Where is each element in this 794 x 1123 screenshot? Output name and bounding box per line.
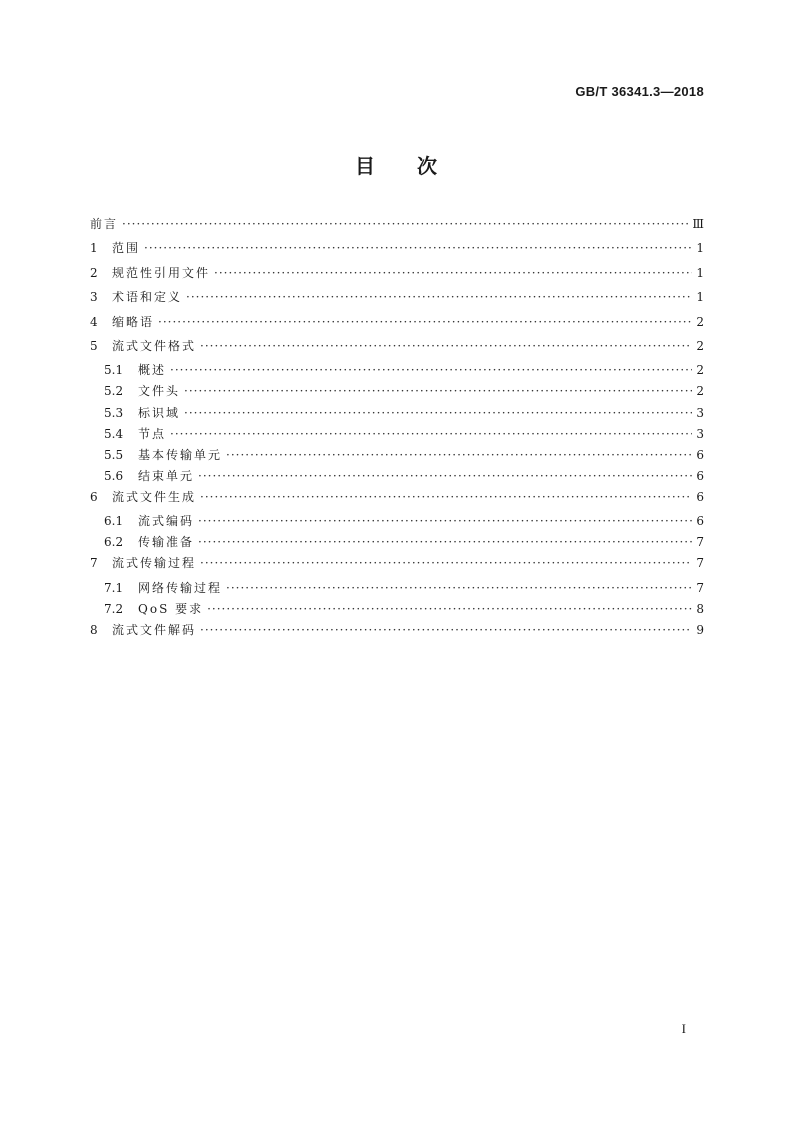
toc-title-left: 目 [355,154,377,178]
toc-entry-page: 2 [696,338,704,353]
toc-leader-dots [200,336,692,356]
toc-entry-number: 5.5 [104,447,124,462]
toc-entry-2[interactable] [90,263,704,287]
toc-entry-label: 标识域 [138,405,181,420]
toc-entry-page: 1 [696,241,704,256]
toc-entry-number: 7.1 [104,580,124,595]
toc-entry-7[interactable] [90,553,704,577]
toc-entry-6-1[interactable] [90,511,704,532]
toc-leader-dots [184,403,692,423]
toc-leader-dots [200,553,692,573]
toc-entry-5[interactable] [90,336,704,360]
toc-list [90,214,704,644]
toc-entry-label: 网络传输过程 [138,580,223,595]
toc-leader-dots [186,287,692,307]
toc-entry-page: 8 [696,601,704,616]
toc-entry-label: 术语和定义 [112,290,183,305]
toc-leader-dots [226,445,692,465]
page-number: I [681,1021,686,1036]
toc-leader-dots [184,381,692,401]
toc-entry-5-3[interactable] [90,403,704,424]
toc-entry-label: 流式文件生成 [112,489,197,504]
toc-entry-label: 概述 [138,363,167,378]
toc-entry-label: 流式传输过程 [112,556,197,571]
toc-entry-label: 范围 [112,241,141,256]
toc-entry-page: 7 [696,580,704,595]
toc-entry-number: 3 [90,290,98,305]
toc-entry-number: 1 [90,241,98,256]
toc-entry-7-2[interactable] [90,599,704,620]
toc-leader-dots [207,599,692,619]
toc-entry-page: 3 [696,405,704,420]
toc-entry-page: 9 [696,623,704,638]
toc-entry-page: 6 [696,447,704,462]
toc-entry-number: 7.2 [104,601,124,616]
toc-entry-label: QoS 要求 [138,601,204,616]
toc-entry-page: 6 [696,514,704,529]
toc-entry-6-2[interactable] [90,532,704,553]
toc-entry-label: 结束单元 [138,468,195,483]
toc-entry-number: 4 [90,314,98,329]
toc-entry-8[interactable] [90,620,704,644]
toc-entry-number: 5.6 [104,468,124,483]
toc-entry-label: 节点 [138,426,167,441]
toc-entry-page: 2 [696,384,704,399]
toc-entry-label: 文件头 [138,384,181,399]
toc-leader-dots [198,532,692,552]
toc-entry-page: 2 [696,363,704,378]
toc-entry-page: Ⅲ [692,217,704,231]
toc-entry-label: 前言 [90,217,119,231]
toc-entry-number: 5.1 [104,363,124,378]
toc-entry-number: 7 [90,556,98,571]
toc-entry-label: 流式文件格式 [112,338,197,353]
toc-entry-7-1[interactable] [90,578,704,599]
toc-leader-dots [200,620,692,640]
toc-entry-number: 6.1 [104,514,124,529]
toc-entry-number: 5 [90,338,98,353]
toc-entry-number: 5.4 [104,426,124,441]
toc-entry-page: 1 [696,265,704,280]
toc-entry-4[interactable] [90,312,704,336]
toc-entry-5-4[interactable] [90,424,704,445]
toc-entry-number: 2 [90,265,98,280]
standard-code: GB/T 36341.3—2018 [575,84,704,99]
toc-leader-dots [170,424,692,444]
toc-entry-label: 缩略语 [112,314,155,329]
toc-entry-page: 3 [696,426,704,441]
toc-entry-3[interactable] [90,287,704,311]
toc-leader-dots [200,487,692,507]
toc-entry-number: 8 [90,623,98,638]
toc-leader-dots [198,511,692,531]
toc-entry-number: 6 [90,489,98,504]
toc-leader-dots [198,466,692,486]
toc-entry-page: 6 [696,468,704,483]
toc-entry-5-2[interactable] [90,381,704,402]
toc-leader-dots [214,263,692,283]
toc-entry-page: 7 [696,556,704,571]
toc-entry-1[interactable] [90,238,704,262]
toc-leader-dots [226,578,692,598]
toc-leader-dots [158,312,692,332]
toc-entry-number: 5.2 [104,384,124,399]
toc-leader-dots [170,360,692,380]
toc-entry-label: 基本传输单元 [138,447,223,462]
toc-entry-label: 流式文件解码 [112,623,197,638]
toc-entry-5-5[interactable] [90,445,704,466]
toc-entry-number: 6.2 [104,535,124,550]
toc-leader-dots [144,238,692,258]
toc-entry-page: 2 [696,314,704,329]
toc-entry-page: 7 [696,535,704,550]
toc-entry-foreword[interactable] [90,214,704,238]
toc-title [0,150,794,179]
toc-leader-dots [122,214,688,234]
toc-entry-label: 规范性引用文件 [112,265,211,280]
toc-title-right: 次 [417,154,439,178]
toc-entry-label: 流式编码 [138,514,195,529]
toc-entry-5-1[interactable] [90,360,704,381]
toc-entry-page: 1 [696,290,704,305]
toc-entry-label: 传输准备 [138,535,195,550]
toc-entry-number: 5.3 [104,405,124,420]
toc-entry-page: 6 [696,489,704,504]
toc-entry-5-6[interactable] [90,466,704,487]
toc-entry-6[interactable] [90,487,704,511]
